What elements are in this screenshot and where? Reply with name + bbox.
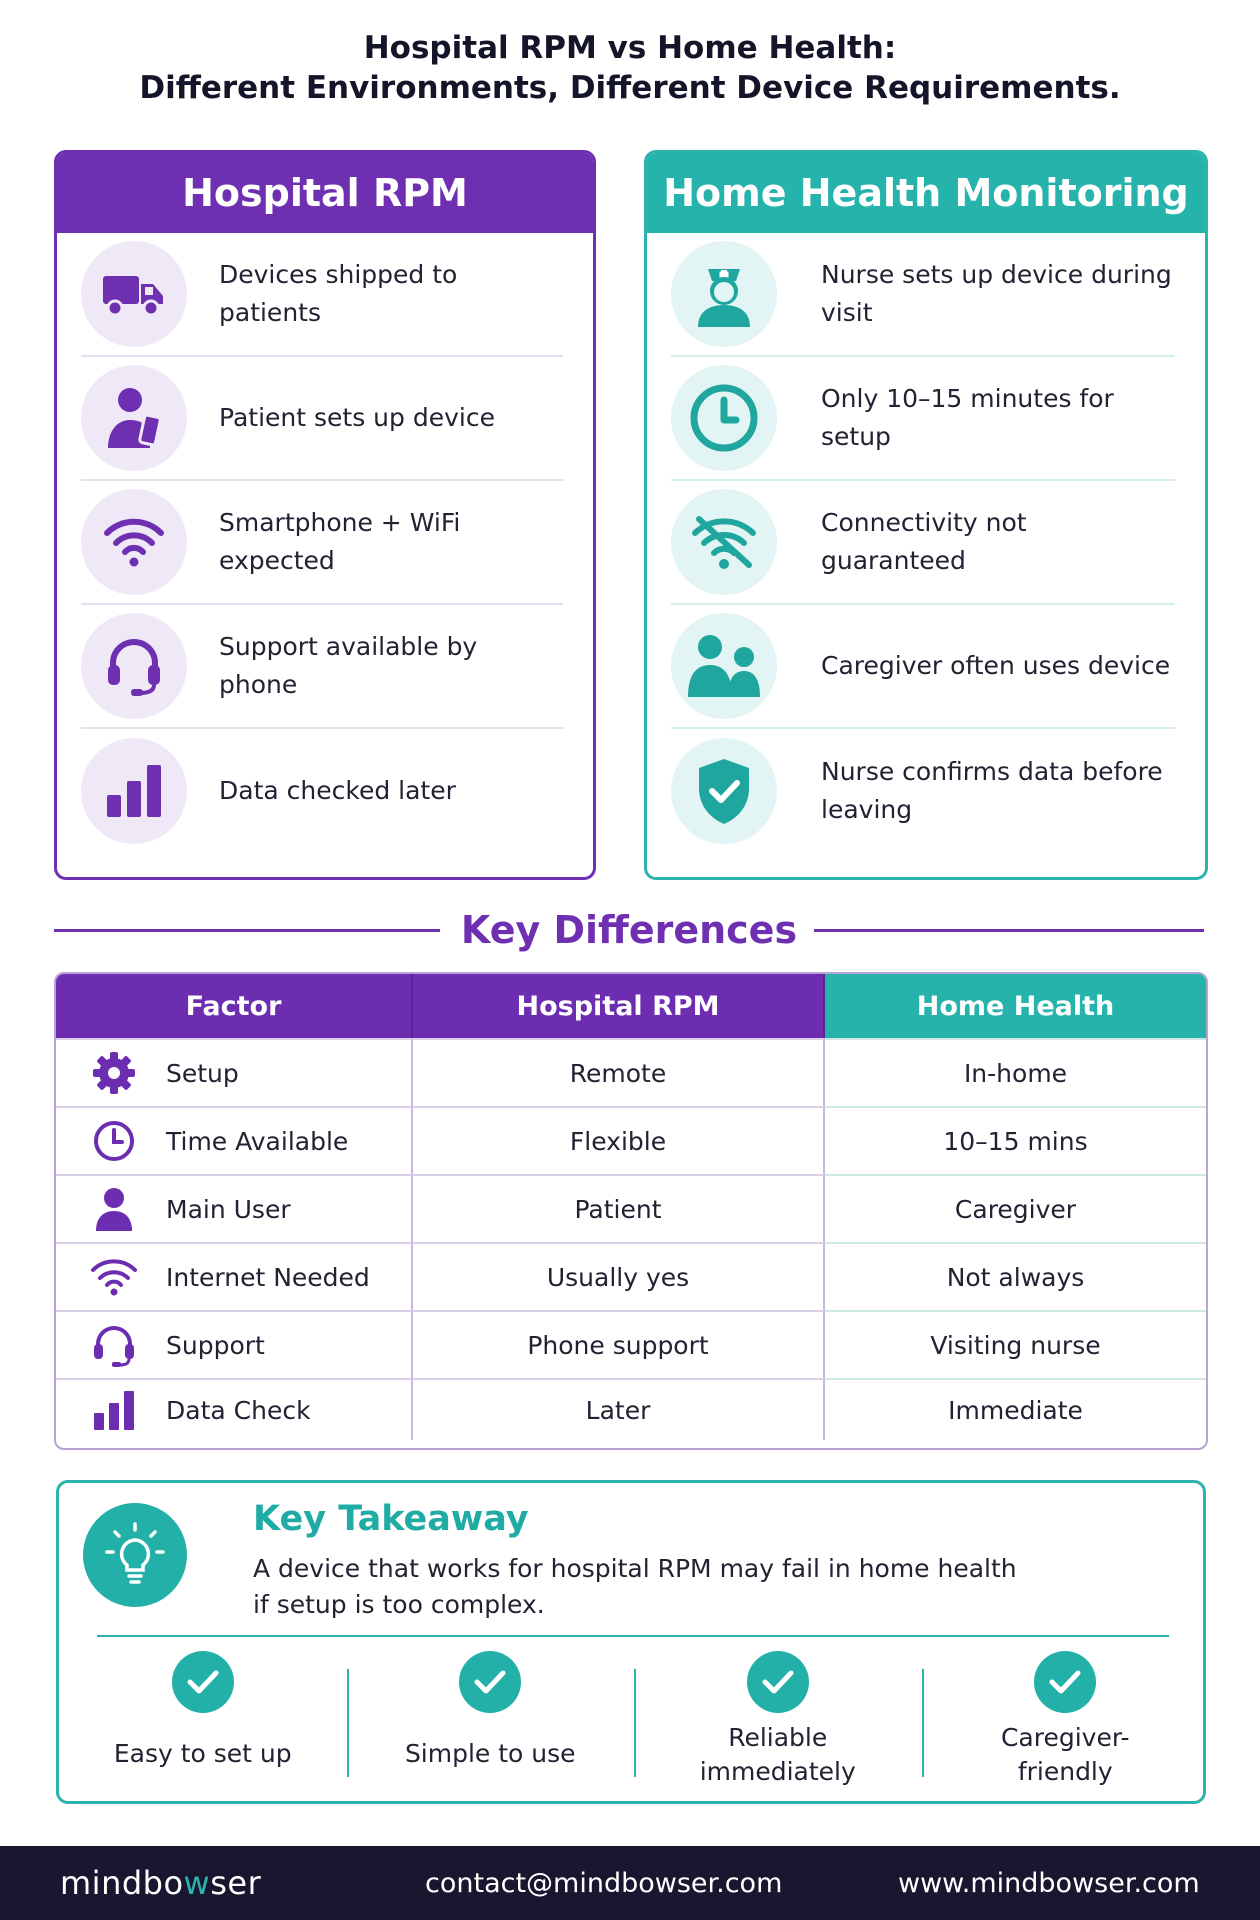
hospital-item-shipped xyxy=(81,233,563,357)
home-cell: 10–15 mins xyxy=(825,1106,1206,1174)
hospital-item-support xyxy=(81,605,563,729)
check-label xyxy=(955,1721,1175,1789)
header-hospital-rpm: Hospital RPM xyxy=(413,974,825,1038)
check-label-line: Simple to use xyxy=(404,1739,576,1768)
check-reliable xyxy=(634,1651,922,1791)
user-icon xyxy=(90,1185,138,1233)
clock-icon xyxy=(90,1117,138,1165)
clock-icon xyxy=(671,365,777,471)
hospital-item-text: Devices shipped to patients xyxy=(219,260,458,327)
takeaway-text-line-1: A device that works for hospital RPM may fail in home health xyxy=(253,1554,1017,1583)
gear-icon xyxy=(90,1049,138,1097)
factor-cell xyxy=(56,1174,413,1242)
key-differences-heading xyxy=(54,905,1204,955)
table-row xyxy=(56,1310,1206,1378)
title-line-1: Hospital RPM vs Home Health: xyxy=(363,30,897,66)
takeaway-divider xyxy=(97,1635,1169,1637)
hospital-item-patient-setup xyxy=(81,357,563,481)
check-icon xyxy=(459,1651,521,1713)
table-row xyxy=(56,1038,1206,1106)
check-label xyxy=(380,1737,600,1771)
hospital-cell: Later xyxy=(413,1378,825,1440)
wifi-off-icon xyxy=(671,489,777,595)
table-row xyxy=(56,1106,1206,1174)
header-factor: Factor xyxy=(56,974,413,1038)
factor-label: Support xyxy=(166,1330,265,1360)
check-label-line: Easy to set up xyxy=(113,1739,292,1768)
wifi-icon xyxy=(90,1253,138,1301)
factor-label: Main User xyxy=(166,1194,291,1224)
bar-chart-icon xyxy=(90,1386,138,1434)
check-simple-use xyxy=(347,1651,635,1791)
factor-cell xyxy=(56,1038,413,1106)
check-label-line: immediately xyxy=(699,1757,856,1786)
requirement-checklist xyxy=(59,1651,1209,1791)
home-cell: Visiting nurse xyxy=(825,1310,1206,1378)
bar-chart-icon xyxy=(81,738,187,844)
hospital-item-text: Patient sets up device xyxy=(219,403,495,432)
shield-check-icon xyxy=(671,738,777,844)
check-label-line: friendly xyxy=(1017,1757,1113,1786)
table-header-row xyxy=(56,974,1206,1038)
page-title xyxy=(0,28,1260,108)
home-item-text: Caregiver often uses device xyxy=(821,651,1171,680)
home-item-text: Nurse confirms data before leaving xyxy=(821,757,1163,824)
home-item-caregiver xyxy=(671,605,1175,729)
home-panel-title: Home Health Monitoring xyxy=(647,153,1205,233)
check-icon xyxy=(1034,1651,1096,1713)
brand-part: w xyxy=(183,1864,211,1902)
hospital-item-data xyxy=(81,729,563,853)
hospital-rpm-panel xyxy=(54,150,596,880)
table-row xyxy=(56,1242,1206,1310)
headset-icon xyxy=(90,1321,138,1369)
check-easy-setup xyxy=(59,1651,347,1791)
home-item-confirm xyxy=(671,729,1175,853)
home-cell: In-home xyxy=(825,1038,1206,1106)
factor-cell xyxy=(56,1242,413,1310)
hospital-item-wifi xyxy=(81,481,563,605)
website-link[interactable]: www.mindbowser.com xyxy=(898,1868,1200,1899)
truck-icon xyxy=(81,241,187,347)
hospital-cell: Usually yes xyxy=(413,1242,825,1310)
table-row xyxy=(56,1174,1206,1242)
hospital-cell: Flexible xyxy=(413,1106,825,1174)
check-icon xyxy=(747,1651,809,1713)
home-health-panel xyxy=(644,150,1208,880)
home-item-text: Connectivity not guaranteed xyxy=(821,508,1027,575)
takeaway-title: Key Takeaway xyxy=(253,1499,529,1539)
factor-label: Internet Needed xyxy=(166,1262,370,1292)
home-item-nurse-setup xyxy=(671,233,1175,357)
factor-cell xyxy=(56,1310,413,1378)
factor-label: Data Check xyxy=(166,1395,311,1425)
brand-part: mindbo xyxy=(60,1864,184,1902)
comparison-table xyxy=(54,972,1208,1450)
check-label-line: Reliable xyxy=(728,1723,828,1752)
person-phone-icon xyxy=(81,365,187,471)
hospital-panel-title: Hospital RPM xyxy=(57,153,593,233)
hospital-item-text: Data checked later xyxy=(219,776,456,805)
hospital-item-text: Smartphone + WiFi expected xyxy=(219,508,461,575)
check-label xyxy=(93,1737,313,1771)
contact-email[interactable]: contact@mindbowser.com xyxy=(425,1868,783,1899)
caregiver-icon xyxy=(671,613,777,719)
wifi-icon xyxy=(81,489,187,595)
home-cell: Not always xyxy=(825,1242,1206,1310)
home-cell: Immediate xyxy=(825,1378,1206,1440)
nurse-icon xyxy=(671,241,777,347)
home-item-text: Only 10–15 minutes for setup xyxy=(821,384,1114,451)
brand-part: ser xyxy=(210,1864,262,1902)
key-takeaway-box xyxy=(56,1480,1206,1804)
factor-label: Setup xyxy=(166,1058,239,1088)
home-item-time xyxy=(671,357,1175,481)
lightbulb-icon xyxy=(83,1503,187,1607)
footer xyxy=(0,1846,1260,1920)
factor-label: Time Available xyxy=(166,1126,349,1156)
takeaway-text-line-2: if setup is too complex. xyxy=(253,1590,545,1619)
table-row xyxy=(56,1378,1206,1440)
factor-cell xyxy=(56,1106,413,1174)
hospital-item-text: Support available by phone xyxy=(219,632,478,699)
factor-cell xyxy=(56,1378,413,1440)
check-icon xyxy=(172,1651,234,1713)
takeaway-text xyxy=(253,1551,1053,1623)
home-item-text: Nurse sets up device during visit xyxy=(821,260,1172,327)
hospital-cell: Patient xyxy=(413,1174,825,1242)
check-label xyxy=(668,1721,888,1789)
home-cell: Caregiver xyxy=(825,1174,1206,1242)
header-home-health: Home Health xyxy=(825,974,1206,1038)
home-item-connectivity xyxy=(671,481,1175,605)
headset-icon xyxy=(81,613,187,719)
hospital-cell: Remote xyxy=(413,1038,825,1106)
title-line-2: Different Environments, Different Device Requirements. xyxy=(139,70,1121,106)
check-label-line: Caregiver- xyxy=(1000,1723,1130,1752)
check-caregiver-friendly xyxy=(922,1651,1210,1791)
brand-logo xyxy=(60,1864,261,1902)
key-differences-title: Key Differences xyxy=(460,908,798,952)
hospital-cell: Phone support xyxy=(413,1310,825,1378)
